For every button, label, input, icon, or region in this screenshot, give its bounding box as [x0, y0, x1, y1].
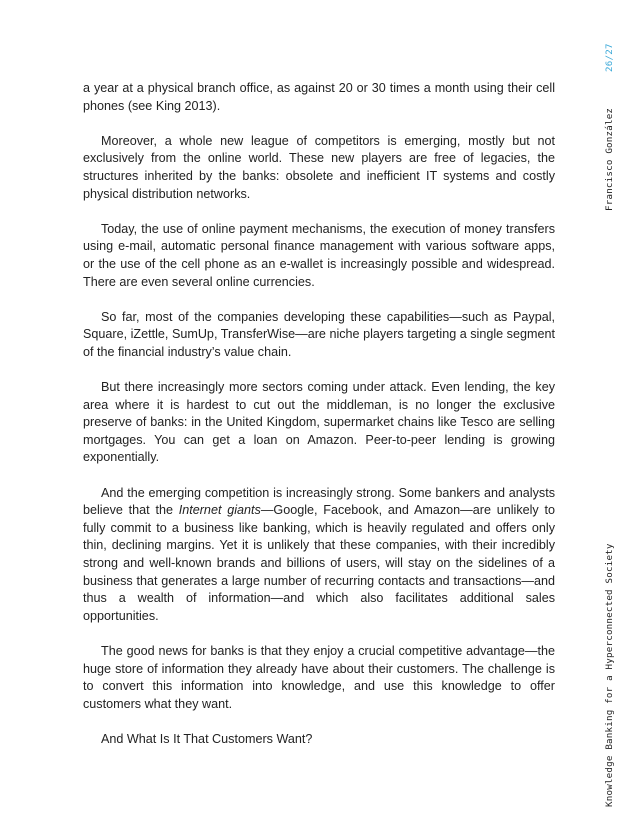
paragraph-3: Today, the use of online payment mechanisms, the execution of money transfers using e-mail, automatic personal finance management with various software apps, or the use of the cell phone as an e-wallet is increasingly possible and widespread. There are even several online currencies. — [83, 221, 555, 289]
paragraph-1: a year at a physical branch office, as against 20 or 30 times a month using their cell phones (see King 2013). — [83, 81, 555, 113]
paragraph-6-start: And the emerging competition is increasingly strong. Some bankers and analysts believe that the — [83, 485, 555, 518]
section-heading: And What Is It That Customers Want? — [101, 731, 313, 746]
paragraph-7: The good news for banks is that they enjoy a crucial competitive advantage—the huge store of information they already have about their customers. The challenge is to convert this information into knowledge, and use this knowledge to offer customers what they want. — [83, 644, 555, 711]
paragraph-6-end: —Google, Facebook, and Amazon—are unlikely to fully commit to a business like banking, which is heavily regulated and offers only thin, declining margins. Yet it is unlikely that these companies, with their incredibly strong and well-known brands and billions of users, will stay on the sidelines of a business that generates a large number of recurring contacts and transactions—and thus a wealth of information—and which also facilitates additional sales opportunities. — [83, 503, 556, 623]
paragraph-4: So far, most of the companies developing these capabilities—such as Paypal, Square, iZettle, SumUp, TransferWise—are niche players targeting a single segment of the financial industry’s value chain. — [83, 309, 555, 359]
paragraph-5: But there increasingly more sectors coming under attack. Even lending, the key area where it is hardest to cut out the middleman, is no longer the exclusive preserve of banks: in the United Kingdom, supermarket chains like Tesco are selling mortgages. You can get a loan on Amazon. Peer-to-peer lending is growing exponentially. — [83, 380, 555, 465]
body-text — [83, 80, 555, 749]
paragraph-6-italic: Internet giants — [178, 503, 261, 518]
book-title: Knowledge Banking for a Hyperconnected Society — [604, 543, 615, 807]
sidebar — [600, 0, 620, 840]
paragraph-2: Moreover, a whole new league of competitors is emerging, mostly but not exclusively from the online world. These new players are free of legacies, the structures inherited by the banks: obsolete and inefficient IT systems and costly physical distribution networks. — [83, 133, 555, 201]
author-name: Francisco González — [604, 107, 615, 211]
page-number: 26/27 — [604, 43, 615, 72]
paragraph-6 — [83, 485, 555, 626]
